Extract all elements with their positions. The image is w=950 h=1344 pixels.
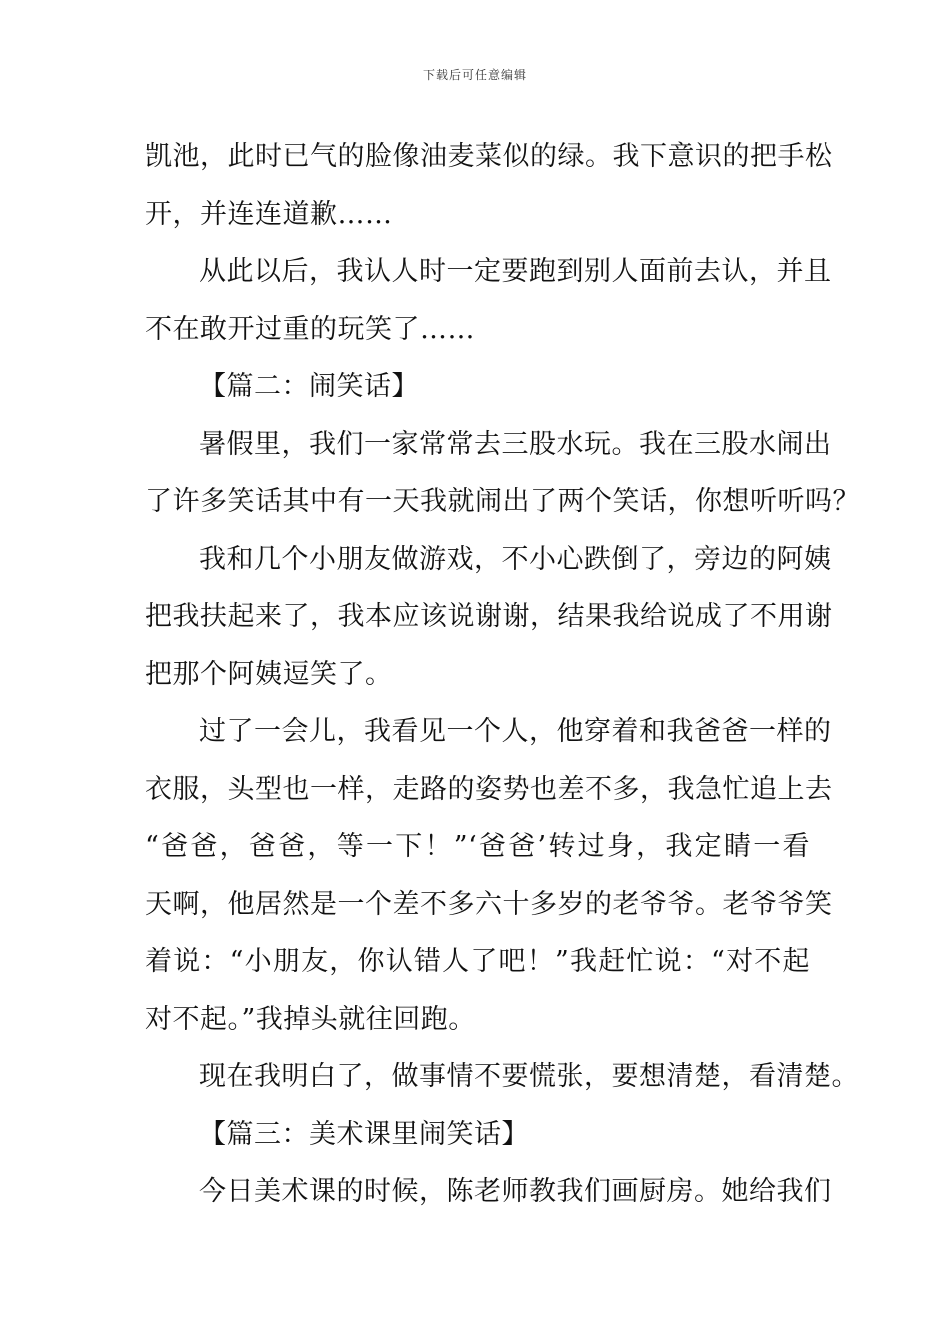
text-line: 把那个阿姨逗笑了。 [145,658,393,690]
text-line: 衣服，头型也一样，走路的姿势也差不多，我急忙追上去 [145,773,833,805]
paragraph-start: 过了一会儿，我看见一个人，他穿着和我爸爸一样的 [199,716,832,747]
page-header: 下载后可任意编辑 [422,68,527,82]
paragraph-start: 今日美术课的时候，陈老师教我们画厨房。她给我们 [199,1176,832,1207]
document-body [145,128,860,1221]
text-line: 对不起。”我掉头就往回跑。 [145,1003,476,1035]
text-line: 了许多笑话其中有一天我就闹出了两个笑话，你想听听吗？ [145,486,860,517]
text-line: “爸爸，爸爸，等一下！”‘爸爸’转过身，我定睛一看 [145,831,810,862]
paragraph-start: 现在我明白了，做事情不要慌张，要想清楚，看清楚。 [199,1061,859,1092]
paragraph-start: 暑假里，我们一家常常去三股水玩。我在三股水闹出 [199,428,832,460]
text-line: 着说：“小朋友，你认错人了吧！”我赶忙说：“对不起 [145,946,810,977]
paragraph-start: 从此以后，我认人时一定要跑到别人面前去认，并且 [199,256,832,287]
text-line: 把我扶起来了，我本应该说谢谢，结果我给说成了不用谢 [145,601,833,632]
text-line: 凯池，此时已气的脸像油麦菜似的绿。我下意识的把手松 [145,141,833,172]
text-line: 不在敢开过重的玩笑了…… [145,313,475,345]
section-heading: 【篇二：闹笑话】 [199,371,419,402]
section-heading: 【篇三：美术课里闹笑话】 [199,1118,529,1150]
text-line: 开，并连连道歉…… [145,198,393,230]
paragraph-start: 我和几个小朋友做游戏，不小心跌倒了，旁边的阿姨 [199,543,832,575]
text-line: 天啊，他居然是一个差不多六十多岁的老爷爷。老爷爷笑 [145,888,833,920]
